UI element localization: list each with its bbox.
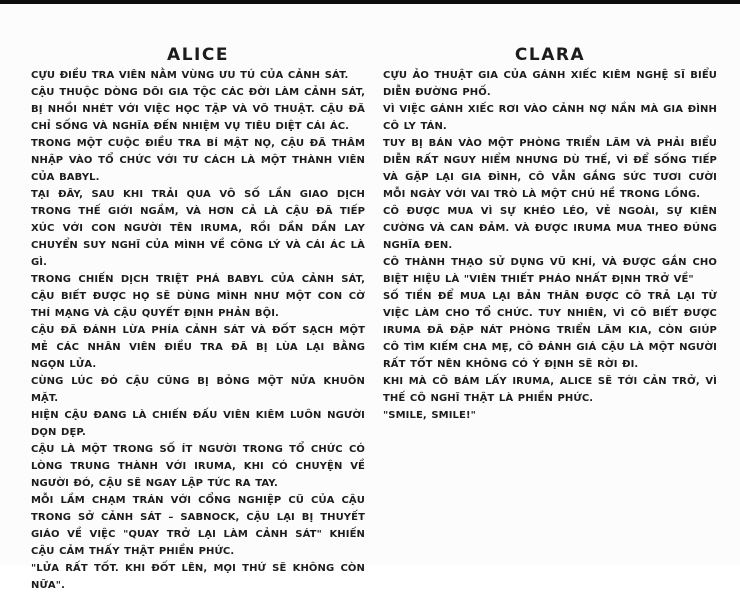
alice-paragraph: TRONG CHIẾN DỊCH TRIỆT PHÁ BABYL CỦA CẢNH SÁT, CẬU BIẾT ĐƯỢC HỌ SẼ DÙNG MÌNH NHƯ MỘT CON CỜ THÍ MẠNG VÀ CẬU QUYẾT ĐỊNH PHẢN BỘI. [31,274,365,319]
clara-paragraph: KHI MÀ CÔ BÁM LẤY IRUMA, ALICE SẼ TỚI CẢN TRỞ, VÌ THẾ CÔ NGHĨ THẬT LÀ PHIỀN PHỨC. [383,376,717,404]
profile-columns [31,45,717,594]
column-alice [31,45,365,594]
alice-paragraph: CỰU ĐIỀU TRA VIÊN NẰM VÙNG ƯU TÚ CỦA CẢNH SÁT. [31,70,349,81]
alice-paragraph: CÙNG LÚC ĐÓ CẬU CŨNG BỊ BỎNG MỘT NỬA KHUÔN MẶT. [31,376,365,404]
clara-paragraph: TUY BỊ BÁN VÀO MỘT PHÒNG TRIỂN LÃM VÀ PHẢI BIỂU DIỄN RẤT NGUY HIỂM NHƯNG DÙ THẾ, VÌ ĐỂ SỐNG TIẾP VÀ GẶP LẠI GIA ĐÌNH, CÔ VẪN GẮNG SỨC TƯƠI CƯỜI MỖI NGÀY VỚI VAI TRÒ LÀ MỘT CHÚ HỀ TRONG LỒNG. [383,138,717,200]
alice-paragraph: CẬU LÀ MỘT TRONG SỐ ÍT NGƯỜI TRONG TỔ CHỨC CÓ LÒNG TRUNG THÀNH VỚI IRUMA, KHI CÓ CHUYỆN VỀ NGƯỜI ĐÓ, CẬU SẼ NGAY LẬP TỨC RA TAY. [31,444,365,489]
alice-paragraph: HIỆN CẬU ĐANG LÀ CHIẾN ĐẤU VIÊN KIÊM LUÔN NGƯỜI DỌN DẸP. [31,410,365,438]
clara-paragraph: VÌ VIỆC GÁNH XIẾC RƠI VÀO CẢNH NỢ NẦN MÀ GIA ĐÌNH CÔ LY TÁN. [383,104,717,132]
top-edge-divider [0,0,740,4]
clara-quote: "SMILE, SMILE!" [383,410,476,421]
column-clara [383,45,717,594]
clara-paragraph: CÔ ĐƯỢC MUA VÌ SỰ KHÉO LÉO, VẺ NGOÀI, SỰ KIÊN CƯỜNG VÀ CAN ĐẢM. VÀ ĐƯỢC IRUMA MUA THEO ĐÚNG NGHĨA ĐEN. [383,206,717,251]
alice-paragraph: TẠI ĐÂY, SAU KHI TRẢI QUA VÔ SỐ LẦN GIAO DỊCH TRONG THẾ GIỚI NGẦM, VÀ HƠN CẢ LÀ CẬU ĐÃ TIẾP XÚC VỚI CON NGƯỜI TÊN IRUMA, RỒI DẦN DẦN LAY CHUYỂN SUY NGHĨ CỦA MÌNH VỀ CÔNG LÝ VÀ CÁI ÁC LÀ GÌ. [31,189,365,268]
alice-paragraph: MỖI LẦM CHẠM TRÁN VỚI CỔNG NGHIỆP CŨ CỦA CẬU TRONG SỞ CẢNH SÁT – SABNOCK, CẬU LẠI BỊ THUYẾT GIÁO VỀ VIỆC "QUAY TRỞ LẠI LÀM CẢNH SÁT" KHIẾN CẬU CẢM THẤY THẬT PHIỀN PHỨC. [31,495,365,557]
alice-paragraph: CẬU THUỘC DÒNG DÕI GIA TỘC CÁC ĐỜI LÀM CẢNH SÁT, BỊ NHỒI NHÉT VỚI VIỆC HỌC TẬP VÀ VÕ THUẬT. CẬU ĐÃ CHỈ SỐNG VÀ NGHĨA ĐẾN NHIỆM VỤ TIÊU DIỆT CÁI ÁC. [31,87,365,132]
alice-paragraph: CẬU ĐÃ ĐÁNH LỪA PHÍA CẢNH SÁT VÀ ĐỐT SẠCH MỘT MẺ CÁC NHÂN VIÊN ĐIỀU TRA ĐÃ BỊ LÙA LẠI BẰNG NGỌN LỬA. [31,325,365,370]
clara-paragraph: CỰU ẢO THUẬT GIA CỦA GÁNH XIẾC KIÊM NGHỆ SĨ BIỂU DIỄN ĐƯỜNG PHỐ. [383,70,717,98]
alice-quote: "LỬA RẤT TỐT. KHI ĐỐT LÊN, MỌI THỨ SẼ KHÔNG CÒN NỮA". [31,563,365,591]
alice-title: ALICE [167,45,229,65]
clara-paragraph: SỐ TIỀN ĐỂ MUA LẠI BẢN THÂN ĐƯỢC CÔ TRẢ LẠI TỪ VIỆC LÀM CHO TỔ CHỨC. TUY NHIÊN, VÌ CÔ BIẾT ĐƯỢC IRUMA ĐÃ ĐẬP NÁT PHÒNG TRIỂN LÃM KIA, CÒN GIÚP CÔ TÌM KIẾM CHA MẸ, CÔ ĐÁNH GIÁ CẬU LÀ MỘT NGƯỜI RẤT TỐT NÊN KHÔNG CÓ Ý ĐỊNH SẼ RỜI ĐI. [383,291,717,370]
clara-title: CLARA [514,45,586,65]
alice-paragraph: TRONG MỘT CUỘC ĐIỀU TRA BÍ MẬT NỌ, CẬU ĐÃ THÂM NHẬP VÀO TỔ CHỨC VỚI TƯ CÁCH LÀ MỘT THÀNH VIÊN CỦA BABYL. [31,138,365,183]
clara-paragraph: CÔ THÀNH THẠO SỬ DỤNG VŨ KHÍ, VÀ ĐƯỢC GẮN CHO BIỆT HIỆU LÀ "VIÊN THIẾT PHÁO NHẤT ĐỊNH TRỞ VỀ" [383,257,717,285]
